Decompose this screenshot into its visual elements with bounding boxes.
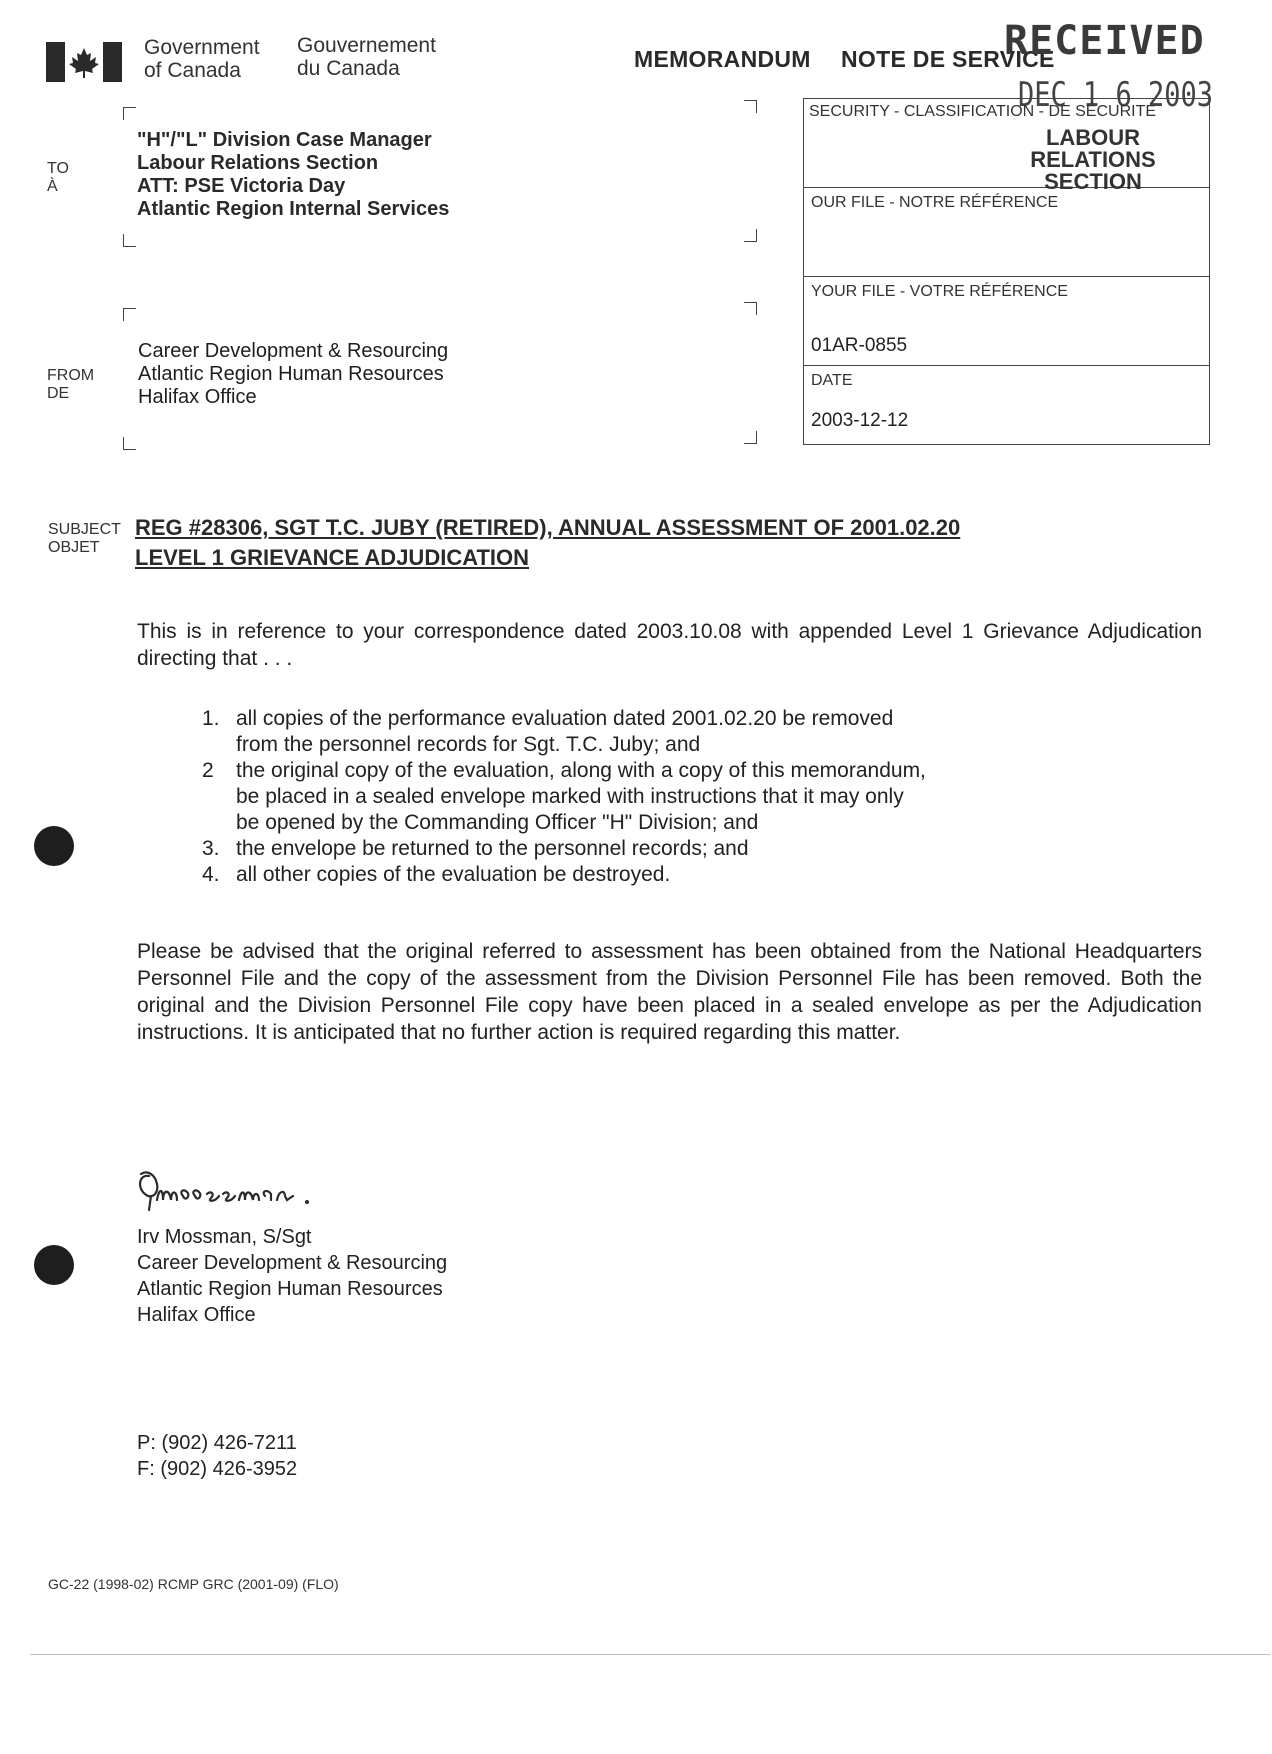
form-code: GC-22 (1998-02) RCMP GRC (2001-09) (FLO) (48, 1576, 339, 1592)
bracket-bottom-left (123, 234, 136, 247)
date-label: DATE (811, 372, 853, 389)
intro-paragraph: This is in reference to your correspondence dated 2003.10.08 with appended Level 1 Grievance Adjudication directing that . . . (137, 620, 1202, 670)
your-file-label: YOUR FILE - VOTRE RÉFÉRENCE (811, 283, 1068, 300)
memorandum-title: MEMORANDUM (634, 46, 811, 72)
handwritten-signature (135, 1166, 355, 1222)
list-item: 2 the original copy of the evaluation, along with a copy of this memorandum, be placed in a sealed envelope marked with instructions that it may only be opened by the Commanding Officer "H" Division; and (202, 759, 926, 834)
signature-block: Irv Mossman, S/Sgt Career Development & Resourcing Atlantic Region Human Resources Halifax Office (137, 1226, 448, 1326)
received-stamp: RECEIVED (1004, 18, 1205, 64)
your-file-value: 01AR-0855 (811, 335, 908, 356)
subject-text: REG #28306, SGT T.C. JUBY (RETIRED), ANNUAL ASSESSMENT OF 2001.02.20 LEVEL 1 GRIEVANCE ADJUDICATION (135, 515, 961, 570)
date-value: 2003-12-12 (811, 410, 909, 431)
closing-paragraph: Please be advised that the original referred to assessment has been obtained from the National Headquarters Personnel File and the copy of the assessment from the Division Personnel File has been removed. Both the original and the Division Personnel File copy have been placed in a sealed envelope as per the Adjudication instructions. It is anticipated that no further action is required regarding this matter. (137, 940, 1202, 1044)
received-stamp-date: DEC 1 6 2003 (1018, 76, 1214, 115)
subject-label: SUBJECT OBJET (48, 521, 121, 556)
hole-punch-mark (34, 1245, 74, 1285)
list-item: 4. all other copies of the evaluation be destroyed. (202, 863, 671, 886)
bracket-bottom-right (744, 431, 757, 444)
directive-list (202, 706, 1022, 888)
our-file-cell (804, 188, 1209, 277)
list-item: 3. the envelope be returned to the personnel records; and (202, 837, 749, 860)
info-box (803, 98, 1210, 445)
bracket-bottom-right (744, 229, 757, 242)
note-de-service-title: NOTE DE SERVICE (841, 46, 1055, 72)
to-label: TO À (47, 160, 69, 195)
labour-relations-stamp: LABOUR RELATIONS SECTION (1030, 125, 1156, 194)
bracket-bottom-left (123, 437, 136, 450)
bracket-top-right (744, 302, 757, 315)
hole-punch-mark (34, 826, 74, 866)
date-cell (804, 366, 1209, 444)
security-classification-cell (804, 99, 1209, 194)
bracket-top-left (123, 107, 136, 120)
government-of-canada-en: Government of Canada (144, 36, 260, 82)
from-label: FROM DE (47, 367, 95, 402)
from-address: Career Development & Resourcing Atlantic Region Human Resources Halifax Office (138, 340, 449, 408)
canada-flag-icon (46, 42, 122, 82)
your-file-cell (804, 277, 1209, 366)
to-address: "H"/"L" Division Case Manager Labour Relations Section ATT: PSE Victoria Day Atlantic Region Internal Services (137, 129, 450, 220)
page-edge-line (30, 1654, 1270, 1655)
bracket-top-right (744, 100, 757, 113)
security-classification-label: SECURITY - CLASSIFICATION - DE SÉCURITÉ (809, 103, 1157, 120)
bracket-top-left (123, 308, 136, 321)
phone-number: P: (902) 426-7211 (137, 1432, 297, 1454)
fax-number: F: (902) 426-3952 (137, 1458, 298, 1480)
contact-block (137, 1430, 297, 1482)
our-file-label: OUR FILE - NOTRE RÉFÉRENCE (811, 194, 1059, 211)
list-item: 1. all copies of the performance evaluation dated 2001.02.20 be removed from the personnel records for Sgt. T.C. Juby; and (202, 707, 894, 756)
government-of-canada-fr: Gouvernement du Canada (297, 34, 436, 80)
